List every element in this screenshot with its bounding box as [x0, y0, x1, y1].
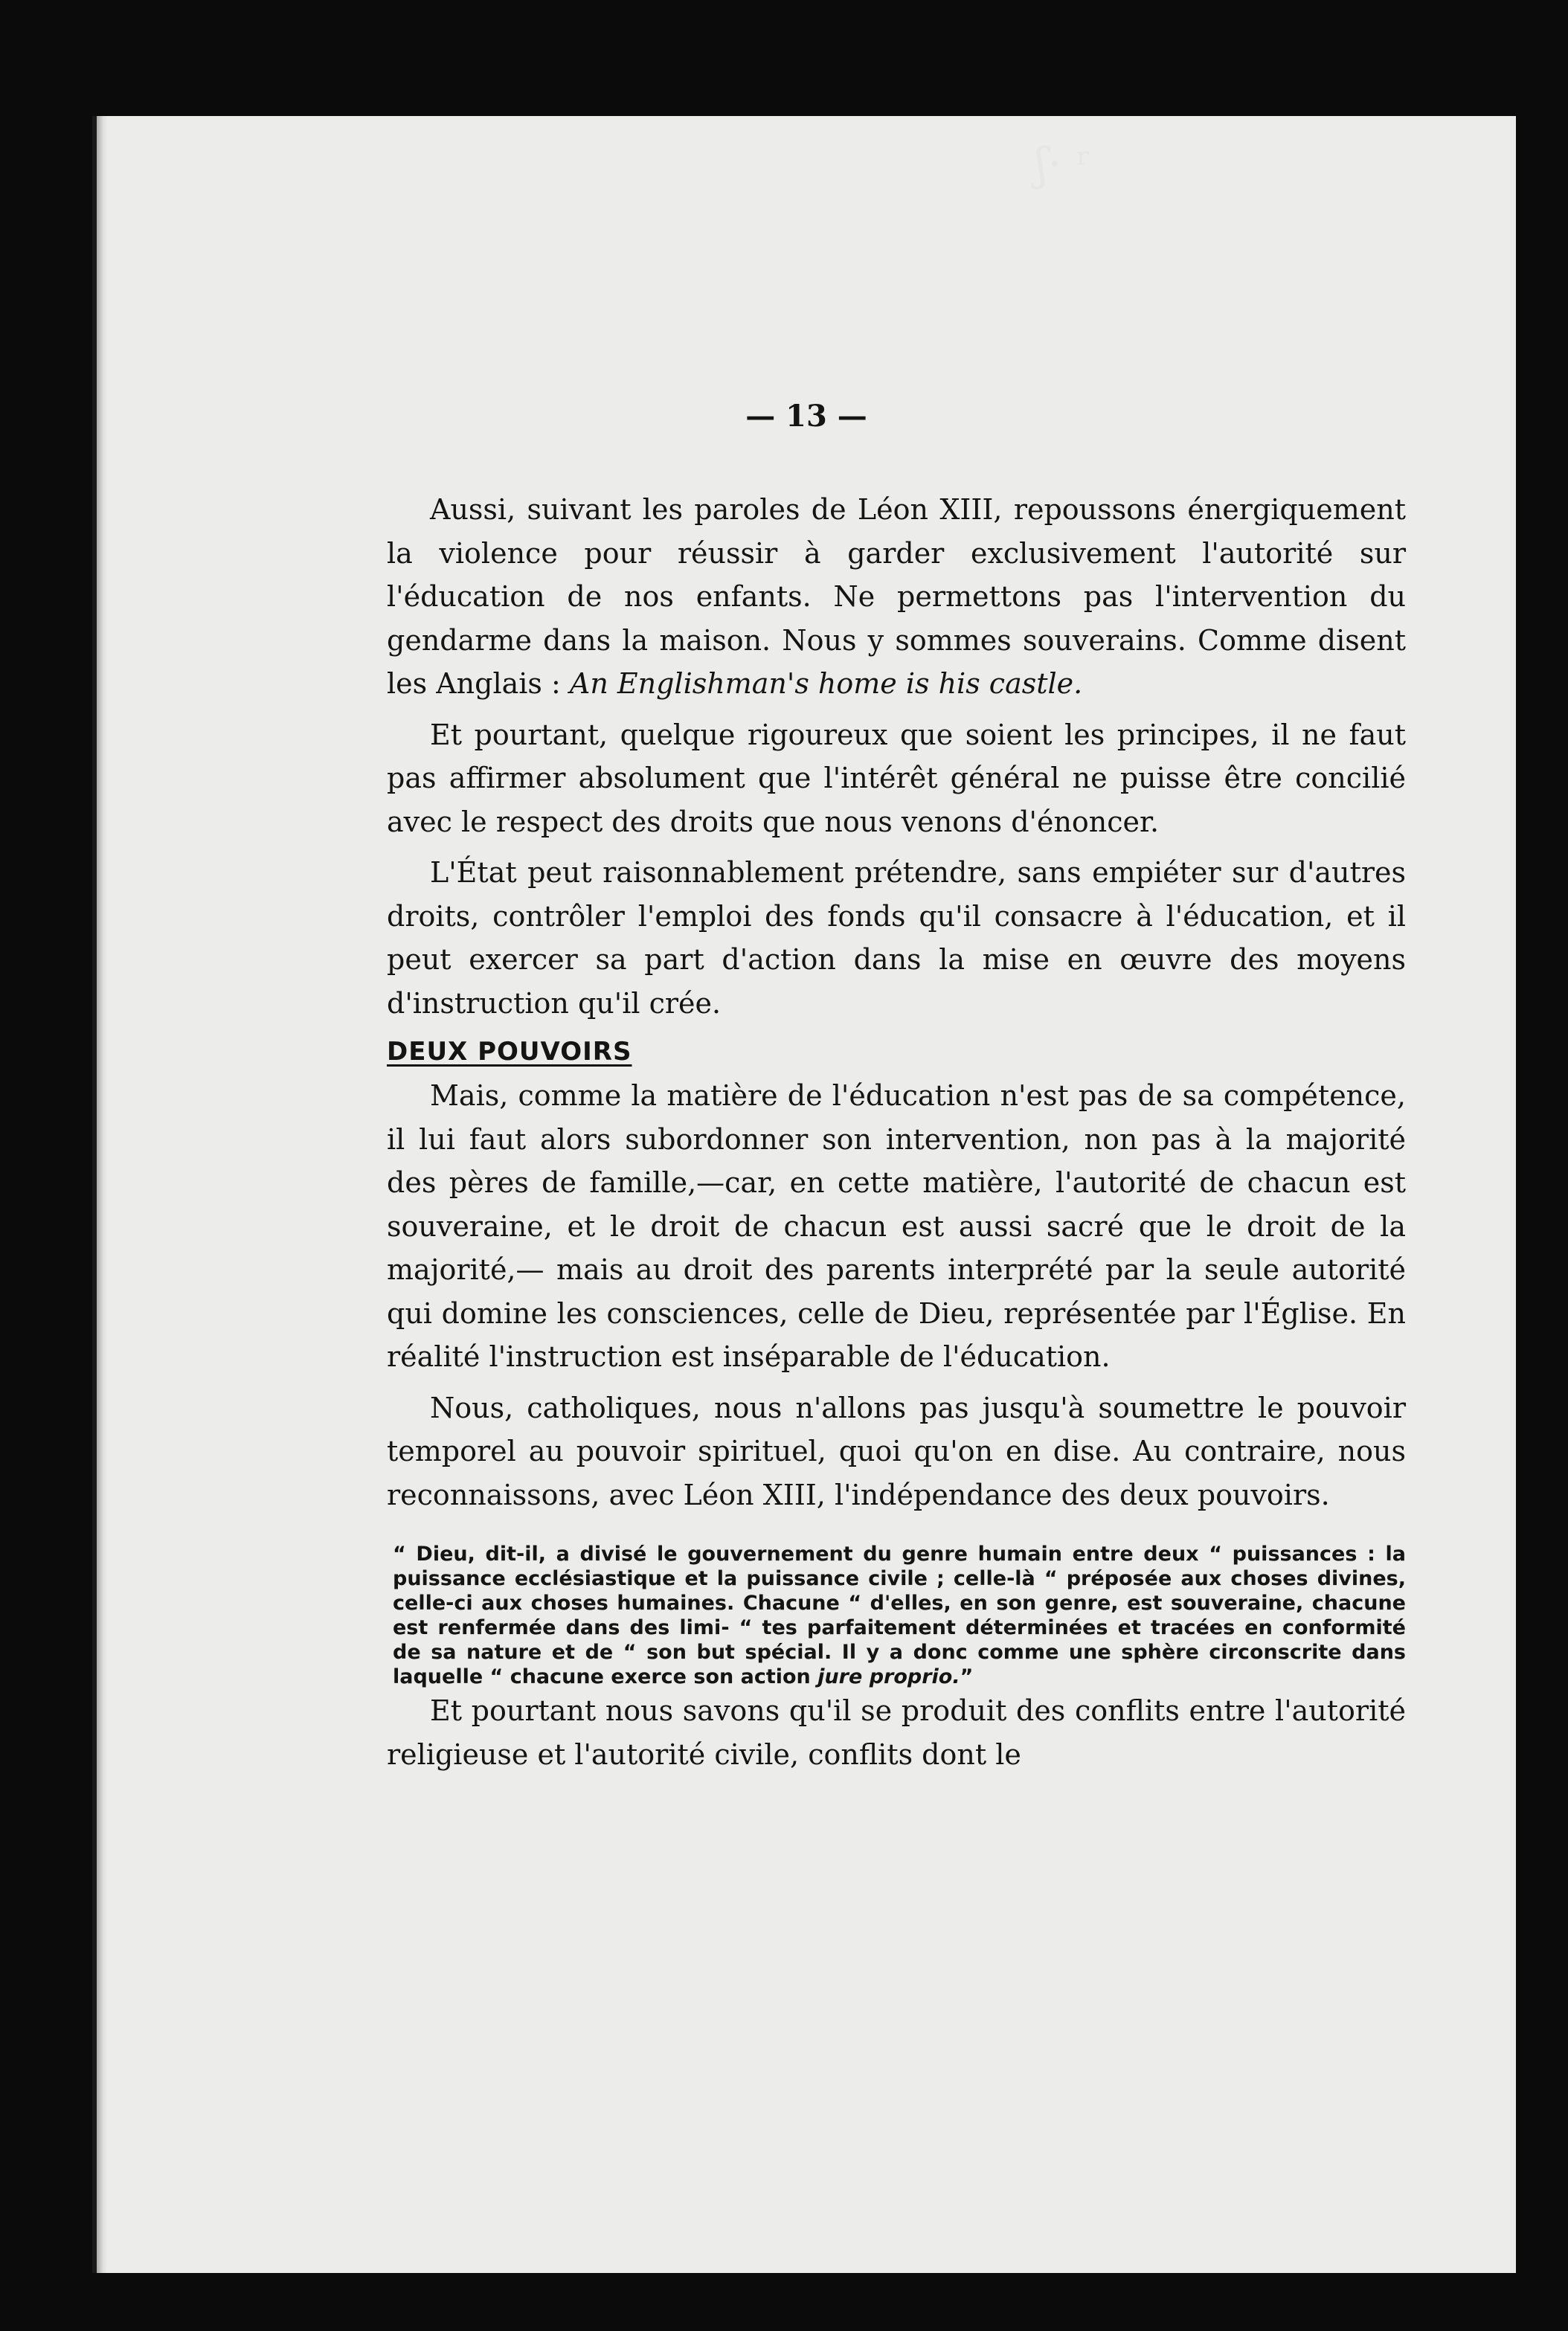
paragraph-1-text: Aussi, suivant les paroles de Léon XIII, repoussons énergiquement la violence pour réussir à garder exclusivement l'autorité sur l'éducation de nos enfants. Ne permettons pas l'intervention du gendarme dans la maison. Nous y sommes souverains. Comme disent les Anglais :: [387, 493, 1406, 700]
paragraph-3: L'État peut raisonnablement prétendre, sans empiéter sur d'autres droits, contrôler l'emploi des fonds qu'il consacre à l'éducation, et il peut exercer sa part d'action dans la mise en œuvre des moyens d'instruction qu'il crée.: [387, 856, 1406, 1020]
section-heading: DEUX POUVOIRS: [387, 1037, 632, 1067]
paragraph-2: Et pourtant, quelque rigoureux que soient les principes, il ne faut pas affirmer absolument que l'intérêt général ne puisse être concilié avec le respect des droits que nous venons d'énoncer.: [387, 718, 1406, 838]
top-mark: ʃ· ʳ: [1035, 138, 1092, 190]
quotation-body: “ Dieu, dit-il, a divisé le gouvernement du genre humain entre deux “ puissances : la puissance ecclésiastique et la puissance civile ; celle-là “ préposée aux choses divines, celle-ci aux choses humaines. Chacune “ d'elles, en son genre, est souveraine, chacune est renfermée dans des limi- “ tes parfaitement déterminées et tracées en conformité de sa nature et de “ son but spécial. Il y a donc comme une sphère circonscrite dans laquelle “ chacune exerce son action: [393, 1543, 1406, 1688]
paragraph-1-italic: An Englishman's home is his castle.: [569, 667, 1083, 700]
paragraph-4: Mais, comme la matière de l'éducation n'est pas de sa compétence, il lui faut alors subordonner son intervention, non pas à la majorité des pères de famille,—car, en cette matière, l'autorité de chacun est souveraine, et le droit de chacun est aussi sacré que le droit de la majorité,— mais au droit des parents interprété par la seule autorité qui domine les consciences, celle de Dieu, représentée par l'Église. En réalité l'instruction est inséparable de l'éducation.: [387, 1079, 1406, 1373]
page-sheet: [92, 116, 1516, 2273]
quotation-text: [393, 1542, 1406, 1689]
quotation-close: ”: [960, 1665, 974, 1688]
quotation-italic: jure proprio.: [817, 1665, 960, 1688]
paragraph-5: Nous, catholiques, nous n'allons pas jusqu'à soumettre le pouvoir temporel au pouvoir spirituel, quoi qu'on en dise. Au contraire, nous reconnaissons, avec Léon XIII, l'indépendance des deux pouvoirs.: [387, 1391, 1406, 1511]
paragraph-1: [387, 488, 1406, 706]
paragraph-6: Et pourtant nous savons qu'il se produit des conflits entre l'autorité religieuse et l'autorité civile, conflits dont le: [387, 1694, 1406, 1771]
body-text: [387, 488, 1406, 1776]
page-number: — 13 —: [745, 399, 867, 434]
quotation-block: [387, 1542, 1406, 1689]
